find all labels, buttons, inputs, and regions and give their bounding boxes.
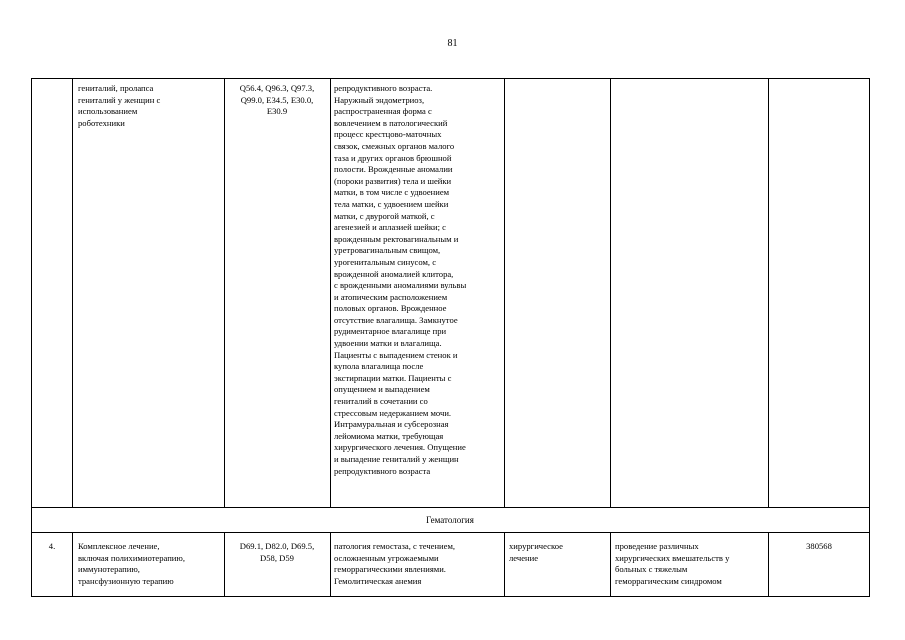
icd-codes-cell: Q56.4, Q96.3, Q97.3, Q99.0, E34.5, E30.0, E30.9 xyxy=(239,83,315,117)
table-line xyxy=(31,596,870,597)
treatment-type-cell: хирургическое лечение xyxy=(509,541,563,563)
table-line xyxy=(504,532,505,597)
table-line xyxy=(869,78,870,597)
table-line xyxy=(610,78,611,508)
intervention-name-cell: Комплексное лечение, включая полихимиотерапию, иммунотерапию, трансфузионную терапию xyxy=(78,541,185,586)
table-line xyxy=(72,532,73,597)
intervention-name-cell: гениталий, пролапса гениталий у женщин с использованием роботехники xyxy=(78,83,161,128)
patient-model-cell: патология гемостаза, с течением, осложненным угрожаемыми геморрагическими явлениями. Гемолитическая анемия xyxy=(334,541,456,586)
table-line xyxy=(504,78,505,508)
table-line xyxy=(768,78,769,508)
icd-codes-cell: D69.1, D82.0, D69.5, D58, D59 xyxy=(239,541,315,563)
table-line xyxy=(330,532,331,597)
table-line xyxy=(31,507,870,508)
table-line xyxy=(31,532,870,533)
table-line xyxy=(72,78,73,508)
treatment-method-cell: проведение различных хирургических вмешательств у больных с тяжелым геморрагическим синдромом xyxy=(615,541,730,586)
row-number-cell: 4. xyxy=(48,541,56,551)
cost-cell: 380568 xyxy=(806,541,832,551)
table-line xyxy=(330,78,331,508)
table-line xyxy=(610,532,611,597)
table-line xyxy=(31,78,870,79)
table-line xyxy=(224,532,225,597)
section-heading: Гематология xyxy=(426,515,474,525)
table-line xyxy=(224,78,225,508)
page-number: 81 xyxy=(447,38,458,49)
patient-model-cell: репродуктивного возраста. Наружный эндометриоз, распространенная форма с вовлечением в патологический процесс крестцово-маточных связок, смежных органов малого таза и других органов брюшной полости. Врожденные аномалии (пороки развития) тела и шейки матки, в том числе с удвоением тела матки, с удвоением шейки матки, с двурогой маткой, с агенезией и аплазией шейки; с врожденным ректовагинальным и уретровагинальным свищом, урогенитальным синусом, с врожденной аномалией клитора, с врожденными аномалиями вульвы и атопическим расположением половых органов. Врожденное отсутствие влагалища. Замкнутое рудиментарное влагалище при удвоении матки и влагалища. Пациенты с выпадением стенок и купола влагалища после экстирпации матки. Пациенты с опущением и выпадением гениталий в сочетании со стрессовым недержанием мочи. Интрамуральная и субсерозная лейомиома матки, требующая хирургического лечения. Опущение и выпадение гениталий у женщин репродуктивного возраста xyxy=(334,83,467,476)
